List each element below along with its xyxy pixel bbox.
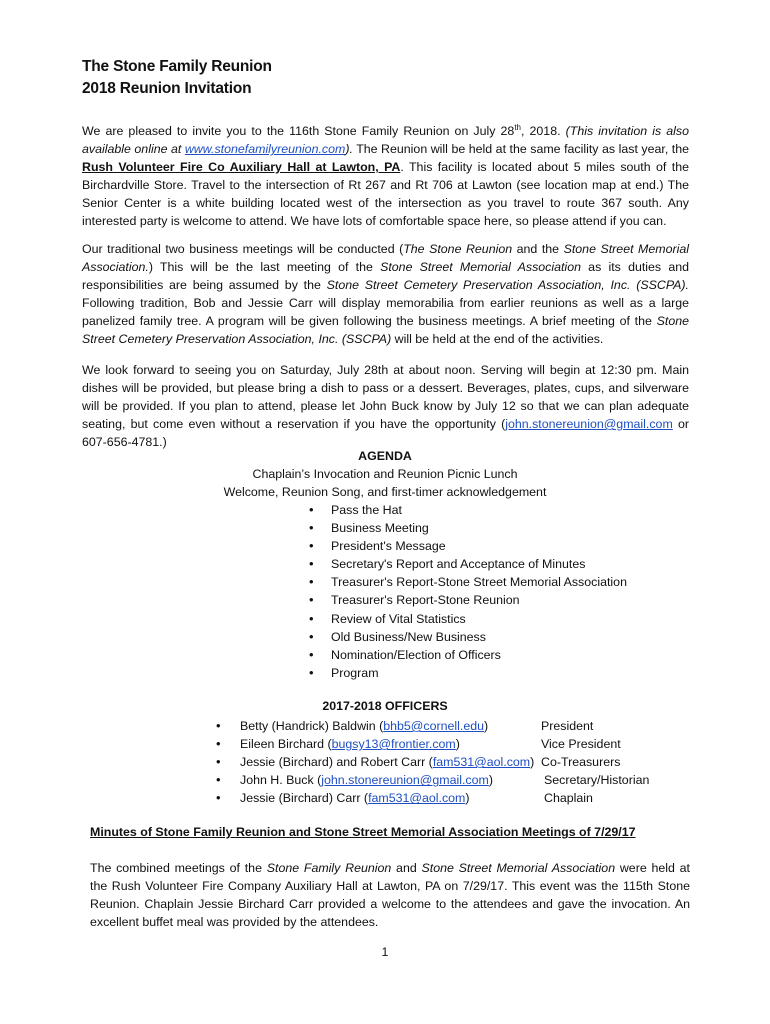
website-link[interactable]: www.stonefamilyreunion.com (184, 142, 346, 157)
agenda-list (315, 501, 627, 682)
agenda-item: • Pass the Hat (315, 501, 627, 519)
italic-span: Stone Street Memorial Association (421, 861, 616, 875)
italic-span: Stone Family Reunion (266, 861, 392, 875)
officer-email-link[interactable]: bhb5@cornell.edu (383, 719, 484, 733)
agenda-item: • Program (315, 664, 627, 682)
text-span: and (391, 861, 422, 875)
italic-span: Stone Street Memorial Association. (82, 242, 689, 274)
officer-item (222, 771, 682, 789)
text-span: ) (488, 773, 493, 788)
superscript: th (514, 123, 521, 132)
agenda-line: Welcome, Reunion Song, and first-timer acknowledgement (223, 485, 547, 499)
officer-email-link[interactable]: john.stonereunion@gmail.com (321, 773, 489, 788)
agenda-item: • Treasurer's Report-Stone Reunion (315, 591, 627, 609)
text-span: will be held at the end of the activities. (391, 332, 604, 346)
text-span: , 2018. (521, 124, 566, 139)
officer-email-link[interactable]: bugsy13@frontier.com (331, 737, 456, 752)
text-span: ) This will be the last meeting of the (148, 260, 381, 274)
text-span: as its duties and responsibilities are being assumed by the (82, 260, 690, 292)
officer-name: Betty (Handrick) Baldwin ( (240, 719, 384, 733)
invitation-paragraph (82, 119, 689, 230)
agenda-item: • Old Business/New Business (315, 628, 627, 646)
officer-email-link[interactable]: fam531@aol.com (432, 755, 531, 770)
venue-name: Rush Volunteer Fire Co Auxiliary Hall at Lawton, PA (82, 160, 401, 175)
email-link[interactable]: john.stonereunion@gmail.com (505, 417, 673, 431)
agenda-item: • Nomination/Election of Officers (315, 646, 627, 664)
minutes-heading: Minutes of Stone Family Reunion and Stone Street Memorial Association Meetings of 7/29/17 (90, 825, 636, 839)
text-span: The Reunion will be held at the same facility as last year, the (352, 142, 689, 157)
page-number: 1 (381, 945, 389, 959)
agenda-item: • President's Message (315, 537, 627, 555)
meetings-paragraph (82, 240, 689, 348)
officer-role: Co-Treasurers (541, 755, 621, 770)
text-span: . This facility is located about 5 miles south of the Birchardville Store. Travel to the intersection of Rt 267 and Rt 706 at Lawton (see location map at end.) The Senior Center is a white building located west of the intersection as you travel to route 367 south. Any interested party is welcome to attend. We have lots of comfortable space here, so please attend if you can. (82, 160, 689, 229)
text-span: We look forward to seeing you on Saturday, July 28th at about noon. Serving will begin at 12:30 pm. Main dishes will be provided, but please bring a dish to pass or a dessert. Beverages, plates, cups, and silverware will be provided. If you plan to attend, please let John Buck know by July 12 so that we can plan adequate seating, but come even without a reservation if you have the opportunity ( (82, 363, 689, 431)
officer-item (222, 717, 682, 735)
document-title: The Stone Family Reunion (82, 58, 272, 75)
agenda-item: • Review of Vital Statistics (315, 610, 627, 628)
document-subtitle: 2018 Reunion Invitation (82, 80, 252, 97)
italic-span: Stone Street Cemetery Preservation Association, Inc. (SSCPA) (82, 314, 689, 346)
text-span: ) (455, 737, 460, 752)
officer-name: Jessie (Birchard) and Robert Carr ( (240, 755, 433, 770)
text-span: The combined meetings of the (90, 861, 267, 875)
officers-heading: 2017-2018 OFFICERS (322, 699, 448, 713)
officer-item (222, 753, 682, 771)
italic-span: The Stone Reunion (403, 242, 513, 256)
text-span: and the (512, 242, 564, 256)
italic-span: Stone Street Cemetery Preservation Association, Inc. (SSCPA). (326, 278, 689, 292)
text-span: ) (530, 755, 535, 770)
agenda-item: • Secretary's Report and Acceptance of Minutes (315, 555, 627, 573)
text-span: (This invitation is also available online at (82, 124, 689, 157)
officer-name: Eileen Birchard ( (240, 737, 332, 752)
text-span: were held at the Rush Volunteer Fire Company Auxiliary Hall at Lawton, PA on 7/29/17. This event was the 115th Stone Reunion. Chaplain Jessie Birchard Carr provided a welcome to the attendees and gave the invocation. An excellent buffet meal was provided by the attendees. (90, 861, 691, 929)
officer-item (222, 789, 682, 807)
logistics-paragraph (82, 361, 689, 451)
agenda-item: • Business Meeting (315, 519, 627, 537)
agenda-item: • Treasurer's Report-Stone Street Memorial Association (315, 573, 627, 591)
text-span: or 607-656-4781.) (82, 417, 689, 449)
officer-role: President (541, 719, 594, 733)
officer-role: Vice President (541, 737, 621, 752)
text-span: We are pleased to invite you to the 116th Stone Family Reunion on July 28 (82, 124, 515, 139)
officer-role: Chaplain (544, 791, 593, 806)
agenda-line: Chaplain’s Invocation and Reunion Picnic Lunch (252, 467, 518, 481)
officer-item (222, 735, 682, 753)
text-span: Our traditional two business meetings will be conducted ( (82, 242, 404, 256)
officer-role: Secretary/Historian (544, 773, 650, 788)
agenda-heading: AGENDA (358, 449, 412, 463)
italic-span: Stone Street Memorial Association (380, 260, 581, 274)
officer-name: Jessie (Birchard) Carr ( (240, 791, 369, 806)
officer-email-link[interactable]: fam531@aol.com (368, 791, 466, 806)
minutes-paragraph (90, 859, 690, 931)
text-span: Following tradition, Bob and Jessie Carr will display memorabilia from earlier reunions as well as a large panelized family tree. A program will be given following the business meetings. A brief meeting of the (82, 296, 689, 328)
text-span: ). (345, 142, 353, 157)
officers-list (222, 717, 682, 807)
text-span: ) (484, 719, 489, 733)
text-span: ) (465, 791, 470, 806)
officer-name: John H. Buck ( (240, 773, 322, 788)
